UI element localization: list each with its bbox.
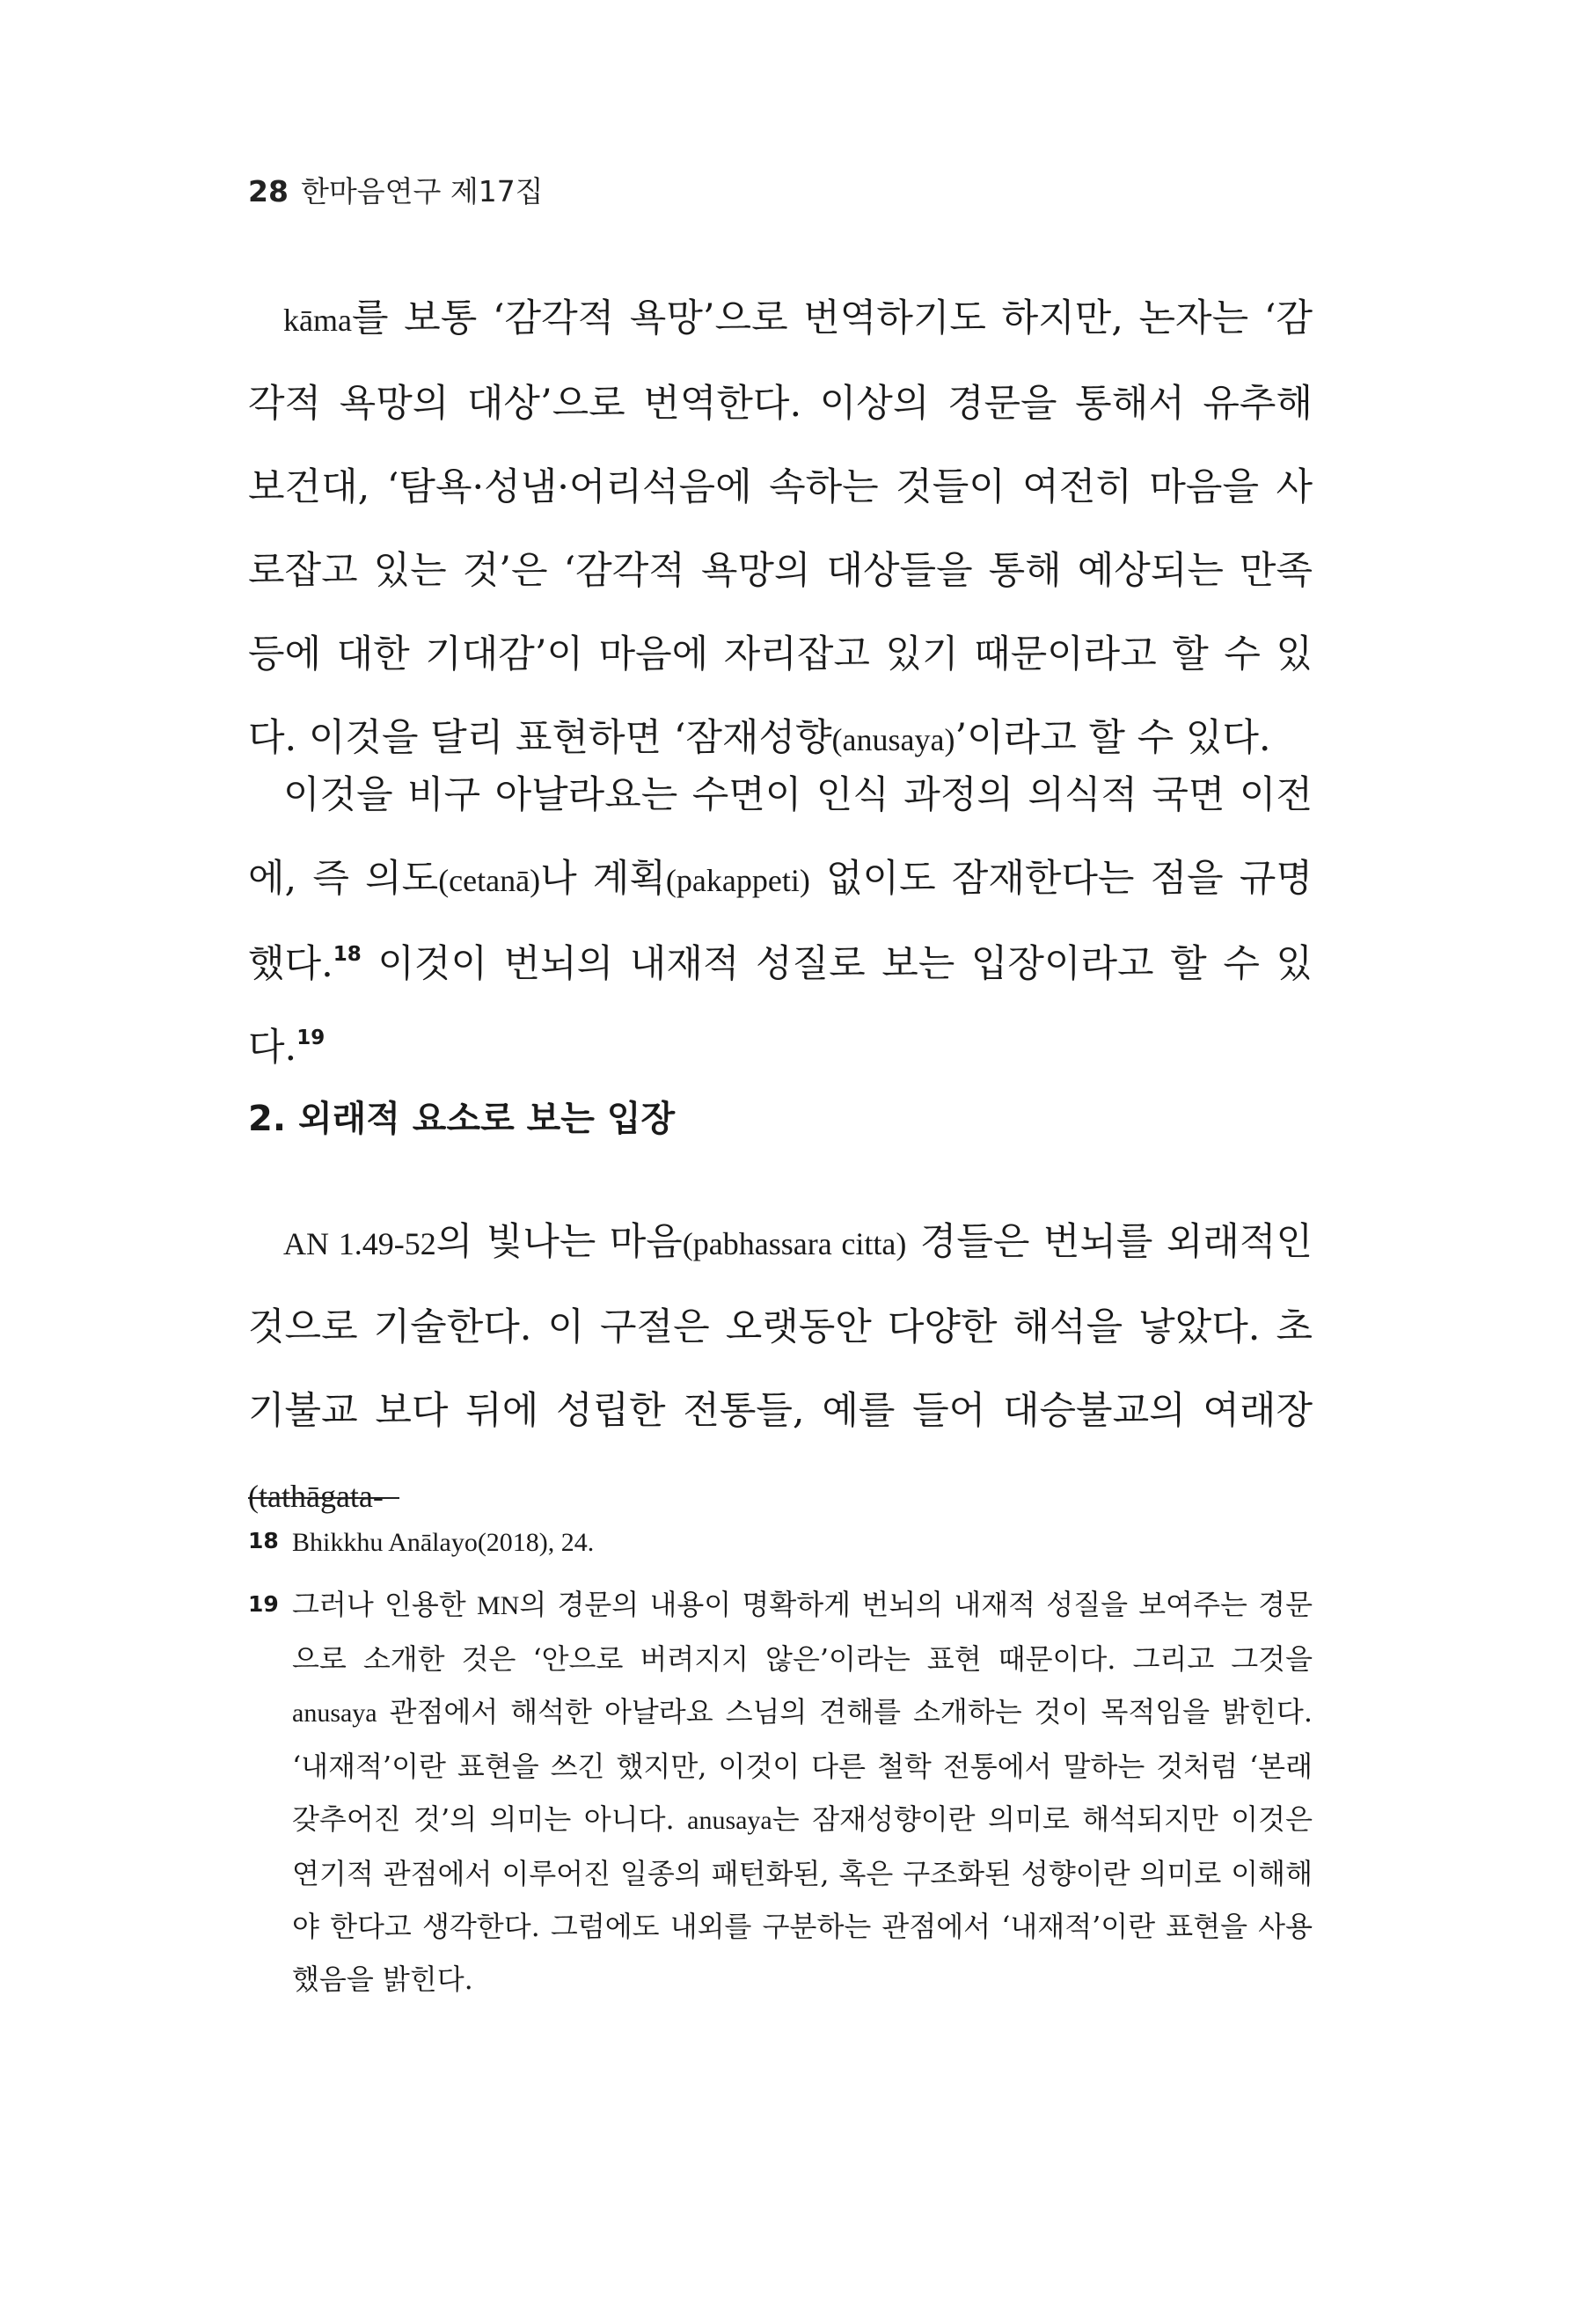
- page-number: 28: [248, 174, 289, 208]
- paragraph-kama: [248, 277, 1313, 782]
- footnote-text: Bhikkhu Anālayo(2018), 24.: [292, 1528, 595, 1557]
- para2-text-2: 나 계획: [540, 857, 666, 901]
- footnote-text: 는 잠재성향이란 의미로 해석되지만 이것은 연기적 관점에서 이루어진 일종의 패턴화된, 혹은 구조화된 성향이란 의미로 이해해야 한다고 생각한다. 그럼에도 내외를 구분하는 관점에서 ‘내재적’이란 표현을 사용했음을 밝힌다.: [292, 1802, 1313, 1996]
- para3-text: 의 빛나는 마음: [435, 1220, 683, 1264]
- para1-text: 를 보통 ‘감각적 욕망’으로 번역하기도 하지만, 논자는 ‘감각적 욕망의 대상’으로 번역한다. 이상의 경문을 통해서 유추해 보건대, ‘탐욕·성냄·어리석음에 속하는 것들이 여전히 마음을 사로잡고 있는 것’은 ‘감각적 욕망의 대상들을 통해 예상되는 만족 등에 대한 기대감’이 마음에 자리잡고 있기 때문이라고 할 수 있다. 이것을 달리 표현하면 ‘잠재성향: [248, 296, 1313, 760]
- para2-text: 이것을 비구 아날라요는 수면이 인식 과정의 의식적 국면 이전에, 즉 의도: [248, 773, 1313, 901]
- footnote-18: [248, 1515, 1313, 1569]
- ref-an: AN 1.49-52: [283, 1226, 436, 1261]
- term-anusaya: (anusaya): [831, 722, 955, 757]
- para2-text-3: 없이도 잠재한다는 점을 규명했다.: [248, 857, 1313, 986]
- footnote-ref-19[interactable]: 19: [296, 1027, 326, 1049]
- footnote-term-anusaya: anusaya: [292, 1699, 377, 1728]
- term-kama: kāma: [283, 303, 352, 338]
- journal-title: 한마음연구 제17집: [300, 174, 544, 208]
- footnote-text: 의 경문의 내용이 명확하게 번뇌의 내재적 성질을 보여주는 경문으로 소개한 것은 ‘안으로 버려지지 않은’이라는 표현 때문이다. 그리고 그것을: [292, 1588, 1313, 1676]
- term-pabhassara: (pabhassara citta): [682, 1226, 907, 1261]
- footnote-text: 그러나 인용한: [292, 1588, 477, 1621]
- term-cetana: (cetanā): [438, 863, 541, 898]
- term-pakappeti: (pakappeti): [665, 863, 810, 898]
- footnote-number: 18: [248, 1528, 279, 1553]
- footnote-term-anusaya: anusaya: [687, 1806, 772, 1835]
- footnote-term-mn: MN: [476, 1591, 520, 1620]
- footnotes: [248, 1515, 1313, 2006]
- footnote-divider: [248, 1497, 399, 1499]
- running-head: [248, 169, 544, 210]
- footnote-ref-18[interactable]: 18: [333, 943, 362, 966]
- term-tathagata: (tathāgata-: [248, 1479, 384, 1514]
- paragraph-pabhassara: [248, 1201, 1313, 1538]
- footnote-19: [248, 1578, 1313, 2006]
- footnote-text: 관점에서 해석한 아날라요 스님의 견해를 소개하는 것이 목적임을 밝힌다. ‘내재적’이란 표현을 쓰긴 했지만, 이것이 다른 철학 전통에서 말하는 것처럼 ‘본래 갖추어진 것’의 의미는 아니다.: [292, 1695, 1313, 1836]
- paragraph-analayo: [248, 754, 1313, 1090]
- footnote-number: 19: [248, 1591, 279, 1617]
- para3-text-2: 경들은 번뇌를 외래적인 것으로 기술한다. 이 구절은 오랫동안 다양한 해석을 낳았다. 초기불교 보다 뒤에 성립한 전통들, 예를 들어 대승불교의 여래장: [248, 1220, 1313, 1433]
- section-heading: 2. 외래적 요소로 보는 입장: [248, 1099, 676, 1139]
- para1-text-end: ’이라고 할 수 있다.: [955, 716, 1271, 760]
- para2-text-4: 이것이 번뇌의 내재적 성질로 보는 입장이라고 할 수 있다.: [248, 942, 1313, 1070]
